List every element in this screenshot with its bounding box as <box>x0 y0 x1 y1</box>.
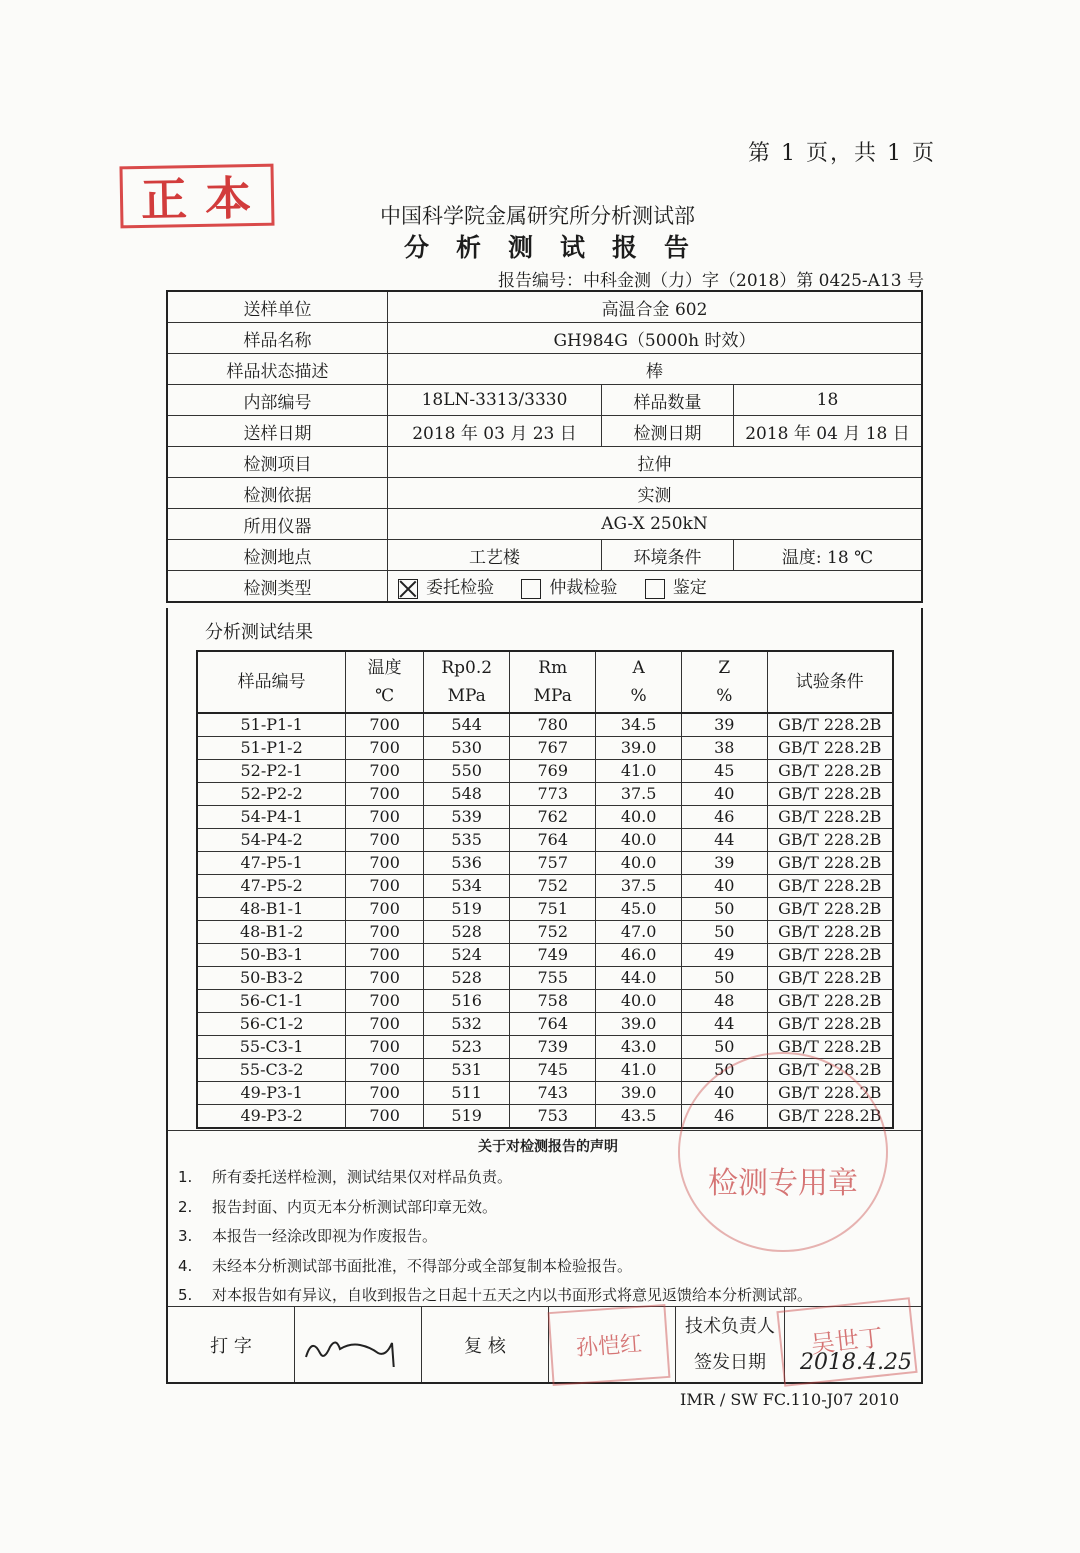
table-cell: 769 <box>510 760 596 783</box>
table-cell: 700 <box>346 737 424 760</box>
report-title: 分析测试报告 <box>404 233 717 262</box>
sample-info-table <box>166 290 923 603</box>
table-cell: 745 <box>510 1059 596 1082</box>
table-row <box>197 875 893 898</box>
table-cell: 762 <box>510 806 596 829</box>
test-basis-value: 实测 <box>388 478 923 509</box>
checkbox-checked-icon[interactable] <box>398 579 418 599</box>
table-cell: 544 <box>424 713 510 737</box>
test-date-label: 检测日期 <box>602 416 734 447</box>
table-cell: 38 <box>682 737 767 760</box>
table-cell: 511 <box>424 1082 510 1105</box>
table-cell: 50 <box>682 1059 767 1082</box>
table-cell: 40 <box>682 783 767 806</box>
table-cell: 757 <box>510 852 596 875</box>
table-cell: 50-B3-1 <box>197 944 346 967</box>
test-type-options <box>388 571 923 603</box>
inspection-seal: 检测专用章 <box>678 1052 888 1252</box>
column-header-label: 样品编号 <box>237 672 306 692</box>
table-cell: GB/T 228.2B <box>767 1059 893 1082</box>
declaration-item-number: 1. <box>178 1168 193 1186</box>
table-cell: GB/T 228.2B <box>767 1082 893 1105</box>
table-cell: 45 <box>682 760 767 783</box>
table-cell: GB/T 228.2B <box>767 990 893 1013</box>
table-cell: GB/T 228.2B <box>767 898 893 921</box>
table-cell: 46.0 <box>596 944 682 967</box>
table-cell: 739 <box>510 1036 596 1059</box>
table-cell: 40 <box>682 875 767 898</box>
declaration-title: 关于对检测报告的声明 <box>478 1139 618 1155</box>
table-cell: 39 <box>682 852 767 875</box>
table-cell: 700 <box>346 875 424 898</box>
declaration-item <box>178 1255 632 1276</box>
checkbox-empty-icon[interactable] <box>645 579 665 599</box>
column-header-unit: ℃ <box>375 686 395 706</box>
sample-qty-value: 18 <box>734 385 923 416</box>
table-cell: GB/T 228.2B <box>767 944 893 967</box>
table-cell: 528 <box>424 967 510 990</box>
table-cell: GB/T 228.2B <box>767 1105 893 1129</box>
table-cell: 534 <box>424 875 510 898</box>
test-item-label: 检测项目 <box>167 447 388 478</box>
table-cell: GB/T 228.2B <box>767 806 893 829</box>
page-number: 第 1 页，共 1 页 <box>748 141 936 166</box>
table-cell: GB/T 228.2B <box>767 875 893 898</box>
declaration-item-text: 未经本分析测试部书面批准，不得部分或全部复制本检验报告。 <box>212 1256 633 1275</box>
table-cell: 767 <box>510 737 596 760</box>
table-cell: 40 <box>682 1082 767 1105</box>
table-cell: GB/T 228.2B <box>767 967 893 990</box>
table-cell: 39.0 <box>596 1082 682 1105</box>
sample-state-label: 样品状态描述 <box>167 354 388 385</box>
column-header <box>596 651 682 713</box>
table-cell: 523 <box>424 1036 510 1059</box>
table-cell: 531 <box>424 1059 510 1082</box>
issue-date-handwritten: 2018.4.25 <box>800 1350 912 1375</box>
column-header-label: Rm <box>538 658 568 678</box>
table-cell: 47-P5-1 <box>197 852 346 875</box>
table-cell: 536 <box>424 852 510 875</box>
table-cell: 43.5 <box>596 1105 682 1129</box>
table-cell: 780 <box>510 713 596 737</box>
table-cell: 44.0 <box>596 967 682 990</box>
table-cell: 550 <box>424 760 510 783</box>
column-header-unit: MPa <box>447 686 486 706</box>
table-cell: 40.0 <box>596 990 682 1013</box>
table-cell: 50 <box>682 898 767 921</box>
column-header-label: 温度 <box>367 658 402 678</box>
table-row <box>197 944 893 967</box>
table-cell: 39.0 <box>596 1013 682 1036</box>
tech-lead-seal: 吴世丁 <box>776 1297 917 1387</box>
table-cell: 45.0 <box>596 898 682 921</box>
results-section-label: 分析测试结果 <box>205 622 313 643</box>
table-cell: 41.0 <box>596 1059 682 1082</box>
table-cell: 700 <box>346 967 424 990</box>
table-cell: 752 <box>510 921 596 944</box>
table-cell: 758 <box>510 990 596 1013</box>
checkbox-empty-icon[interactable] <box>521 579 541 599</box>
table-cell: 55-C3-1 <box>197 1036 346 1059</box>
reviewer-seal: 孙恺红 <box>548 1304 671 1386</box>
declaration-item <box>178 1166 512 1187</box>
test-date-value: 2018 年 04 月 18 日 <box>734 416 923 447</box>
table-row <box>197 737 893 760</box>
test-basis-label: 检测依据 <box>167 478 388 509</box>
column-header <box>510 651 596 713</box>
form-code: IMR / SW FC.110-J07 2010 <box>680 1390 900 1409</box>
table-row <box>197 852 893 875</box>
issue-date-label: 签发日期 <box>694 1351 766 1373</box>
table-row <box>197 806 893 829</box>
table-row <box>197 713 893 737</box>
table-cell: 50 <box>682 1036 767 1059</box>
receive-date-value: 2018 年 03 月 23 日 <box>388 416 602 447</box>
tech-issue-labels <box>676 1307 785 1383</box>
table-cell: GB/T 228.2B <box>767 829 893 852</box>
table-cell: 539 <box>424 806 510 829</box>
table-cell: 700 <box>346 829 424 852</box>
table-cell: 700 <box>346 921 424 944</box>
table-cell: 50 <box>682 967 767 990</box>
sample-name-value: GH984G（5000h 时效） <box>388 323 923 354</box>
table-cell: 46 <box>682 1105 767 1129</box>
table-cell: 700 <box>346 1059 424 1082</box>
table-row <box>197 921 893 944</box>
table-cell: 532 <box>424 1013 510 1036</box>
table-cell: 700 <box>346 1105 424 1129</box>
table-cell: 49 <box>682 944 767 967</box>
table-cell: 44 <box>682 829 767 852</box>
declaration-item-number: 5. <box>178 1286 193 1304</box>
table-cell: 700 <box>346 898 424 921</box>
sample-qty-label: 样品数量 <box>602 385 734 416</box>
type-option-appraisal[interactable]: 鉴定 <box>645 573 707 599</box>
sample-state-value: 棒 <box>388 354 923 385</box>
type-option-arbitration[interactable]: 仲裁检验 <box>521 573 617 599</box>
table-cell: 40.0 <box>596 852 682 875</box>
table-cell: 44 <box>682 1013 767 1036</box>
table-cell: 39 <box>682 713 767 737</box>
table-cell: 37.5 <box>596 783 682 806</box>
table-cell: 700 <box>346 944 424 967</box>
table-cell: 40.0 <box>596 806 682 829</box>
environment-value: 温度: 18 ℃ <box>734 540 923 571</box>
table-cell: 700 <box>346 783 424 806</box>
table-cell: 52-P2-1 <box>197 760 346 783</box>
client-label: 送样单位 <box>167 291 388 323</box>
declaration-item-number: 2. <box>178 1197 193 1216</box>
table-cell: 751 <box>510 898 596 921</box>
client-value: 高温合金 602 <box>388 291 923 323</box>
column-header-label: Z <box>718 658 731 678</box>
original-copy-stamp: 正本 <box>119 164 274 229</box>
column-header-unit: % <box>716 686 733 706</box>
column-header <box>346 651 424 713</box>
declaration-item-text: 所有委托送样检测，测试结果仅对样品负责。 <box>212 1168 513 1186</box>
table-row <box>197 760 893 783</box>
table-cell: 700 <box>346 1013 424 1036</box>
declaration-item <box>178 1284 812 1305</box>
table-cell: GB/T 228.2B <box>767 737 893 760</box>
table-cell: GB/T 228.2B <box>767 921 893 944</box>
declaration-item-text: 报告封面、内页无本分析测试部印章无效。 <box>212 1197 498 1216</box>
internal-no-label: 内部编号 <box>167 385 388 416</box>
table-cell: 743 <box>510 1082 596 1105</box>
table-cell: 34.5 <box>596 713 682 737</box>
declaration-item-number: 3. <box>178 1227 193 1245</box>
typist-label: 打 字 <box>168 1307 295 1383</box>
report-number: 报告编号：中科金测（力）字（2018）第 0425-A13 号 <box>498 271 924 291</box>
type-option-entrusted[interactable]: 委托检验 <box>398 573 494 599</box>
table-cell: 48 <box>682 990 767 1013</box>
table-cell: 524 <box>424 944 510 967</box>
table-cell: 46 <box>682 806 767 829</box>
table-cell: 700 <box>346 760 424 783</box>
table-cell: 700 <box>346 806 424 829</box>
table-cell: 40.0 <box>596 829 682 852</box>
table-cell: 700 <box>346 990 424 1013</box>
table-cell: 528 <box>424 921 510 944</box>
column-header <box>767 651 893 713</box>
declaration-item-text: 本报告一经涂改即视为作废报告。 <box>212 1227 438 1245</box>
environment-label: 环境条件 <box>602 540 734 571</box>
table-cell: GB/T 228.2B <box>767 1013 893 1036</box>
table-cell: 56-C1-1 <box>197 990 346 1013</box>
column-header-label: 试验条件 <box>795 672 864 692</box>
table-cell: 54-P4-2 <box>197 829 346 852</box>
table-row <box>197 967 893 990</box>
table-cell: 535 <box>424 829 510 852</box>
reviewer-label: 复 核 <box>422 1307 549 1383</box>
test-item-value: 拉伸 <box>388 447 923 478</box>
tech-lead-label: 技术负责人 <box>685 1315 775 1337</box>
table-cell: GB/T 228.2B <box>767 852 893 875</box>
column-header <box>424 651 510 713</box>
table-cell: 752 <box>510 875 596 898</box>
table-row <box>197 783 893 806</box>
table-cell: 47-P5-2 <box>197 875 346 898</box>
table-cell: 700 <box>346 852 424 875</box>
declaration-item <box>178 1225 437 1246</box>
table-cell: 41.0 <box>596 760 682 783</box>
table-cell: 50-B3-2 <box>197 967 346 990</box>
organization-name: 中国科学院金属研究所分析测试部 <box>380 204 695 228</box>
table-cell: GB/T 228.2B <box>767 1036 893 1059</box>
table-cell: 755 <box>510 967 596 990</box>
declaration-item-text: 对本报告如有异议，自收到报告之日起十五天之内以书面形式将意见返馈给本分析测试部。 <box>212 1286 813 1304</box>
table-cell: 39.0 <box>596 737 682 760</box>
internal-no-value: 18LN-3313/3330 <box>388 385 602 416</box>
handwritten-signature-typist <box>298 1317 418 1367</box>
table-cell: 49-P3-2 <box>197 1105 346 1129</box>
table-cell: 47.0 <box>596 921 682 944</box>
instrument-value: AG-X 250kN <box>388 509 923 540</box>
table-cell: 764 <box>510 1013 596 1036</box>
table-cell: 530 <box>424 737 510 760</box>
table-cell: 52-P2-2 <box>197 783 346 806</box>
column-header-label: A <box>632 658 645 678</box>
column-header-unit: MPa <box>533 686 572 706</box>
column-header-label: Rp0.2 <box>441 658 493 678</box>
column-header <box>682 651 767 713</box>
table-cell: GB/T 228.2B <box>767 760 893 783</box>
table-cell: 37.5 <box>596 875 682 898</box>
table-cell: 43.0 <box>596 1036 682 1059</box>
table-cell: 773 <box>510 783 596 806</box>
table-cell: 48-B1-1 <box>197 898 346 921</box>
table-cell: 519 <box>424 1105 510 1129</box>
typist-signature <box>295 1307 422 1383</box>
table-row <box>197 898 893 921</box>
declaration-item-number: 4. <box>178 1256 193 1275</box>
table-row <box>197 990 893 1013</box>
table-cell: 48-B1-2 <box>197 921 346 944</box>
sample-name-label: 样品名称 <box>167 323 388 354</box>
instrument-label: 所用仪器 <box>167 509 388 540</box>
table-cell: GB/T 228.2B <box>767 713 893 737</box>
table-cell: 519 <box>424 898 510 921</box>
table-cell: 516 <box>424 990 510 1013</box>
column-header-unit: % <box>630 686 647 706</box>
table-cell: 56-C1-2 <box>197 1013 346 1036</box>
receive-date-label: 送样日期 <box>167 416 388 447</box>
table-cell: 51-P1-2 <box>197 737 346 760</box>
table-cell: 55-C3-2 <box>197 1059 346 1082</box>
table-cell: 548 <box>424 783 510 806</box>
table-cell: 700 <box>346 1036 424 1059</box>
table-cell: 49-P3-1 <box>197 1082 346 1105</box>
table-cell: 50 <box>682 921 767 944</box>
table-cell: GB/T 228.2B <box>767 783 893 806</box>
table-cell: 700 <box>346 713 424 737</box>
table-cell: 54-P4-1 <box>197 806 346 829</box>
table-row <box>197 829 893 852</box>
table-cell: 700 <box>346 1082 424 1105</box>
table-cell: 51-P1-1 <box>197 713 346 737</box>
table-cell: 749 <box>510 944 596 967</box>
table-row <box>197 1013 893 1036</box>
test-type-label: 检测类型 <box>167 571 388 603</box>
declaration-item <box>178 1196 497 1217</box>
location-label: 检测地点 <box>167 540 388 571</box>
location-value: 工艺楼 <box>388 540 602 571</box>
table-cell: 764 <box>510 829 596 852</box>
column-header <box>197 651 346 713</box>
table-cell: 753 <box>510 1105 596 1129</box>
